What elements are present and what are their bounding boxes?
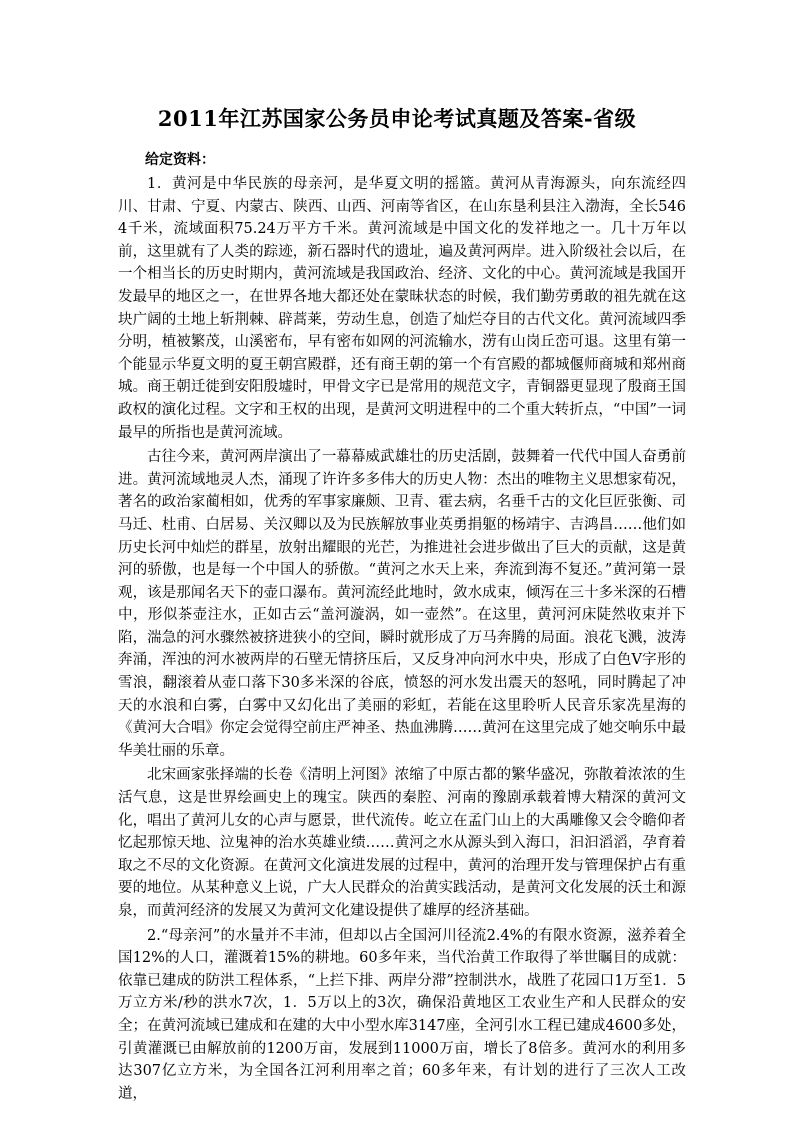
document-title: 2011年江苏国家公务员申论考试真题及答案-省级 bbox=[157, 106, 637, 131]
document-body bbox=[118, 173, 686, 1107]
paragraph-2: 古往今来，黄河两岸演出了一幕幕威武雄壮的历史活剧，鼓舞着一代代中国人奋勇前进。黄河流域地灵人杰，涌现了许许多多伟大的历史人物：杰出的唯物主义思想家荀况，著名的政治家蔺相如，优秀的军事家廉颇、卫青、霍去病，名垂千古的文化巨匠张衡、司马迁、杜甫、白居易、关汉卿以及为民族解放事业英勇捐躯的杨靖宇、吉鸿昌……他们如历史长河中灿烂的群星，放射出耀眼的光芒，为推进社会进步做出了巨大的贡献，这是黄河的骄傲，也是每一个中国人的骄傲。“黄河之水天上来，奔流到海不复还。”黄河第一景观，该是那闻名天下的壶口瀑布。黄河流经此地时，敛水成束，倾泻在三十多米深的石槽中，形似茶壶注水，正如古云“盖河漩涡，如一壶然”。在这里，黄河河床陡然收束并下陷，湍急的河水骤然被挤进狭小的空间，瞬时就形成了万马奔腾的局面。浪花飞溅，波涛奔涌，浑浊的河水被两岸的石壁无情挤压后，又反身冲向河水中央，形成了白色V字形的雪浪，翻滚着从壶口落下30多米深的谷底，愤怒的河水发出震天的怒吼，同时腾起了冲天的水浪和白雾，白雾中又幻化出了美丽的彩虹，若能在这里聆听人民音乐家冼星海的《黄河大合唱》你定会觉得空前庄严神圣、热血沸腾……黄河在这里完成了她交响乐中最华美壮丽的乐章。 bbox=[118, 449, 686, 759]
paragraph-3: 北宋画家张择端的长卷《清明上河图》浓缩了中原古都的繁华盛况，弥散着浓浓的生活气息，这是世界绘画史上的瑰宝。陕西的秦腔、河南的豫剧承载着博大精深的黄河文化，唱出了黄河儿女的心声与愿景，世代流传。屹立在孟门山上的大禹雕像又会令瞻仰者忆起那惊天地、泣鬼神的治水英雄业绩……黄河之水从源头到入海口，汩汩滔滔，孕育着取之不尽的文化资源。在黄河文化演进发展的过程中，黄河的治理开发与管理保护占有重要的地位。从某种意义上说，广大人民群众的治黄实践活动，是黄河文化发展的沃土和源泉，而黄河经济的发展又为黄河文化建设提供了雄厚的经济基础。 bbox=[118, 767, 686, 919]
paragraph-4: 2.“母亲河”的水量并不丰沛，但却以占全国河川径流2.4%的有限水资源，滋养着全国12%的人口，灌溉着15%的耕地。60多年来，当代治黄工作取得了举世瞩目的成就：依靠已建成的防洪工程体系，“上拦下排、两岸分滞”控制洪水，战胜了花园口1万至1．5万立方米/秒的洪水7次，1．5万以上的3次，确保沿黄地区工农业生产和人民群众的安全；在黄河流域已建成和在建的大中小型水库3147座，全河引水工程已建成4600多处，引黄灌溉已由解放前的1200万亩，发展到11000万亩，增长了8倍多。黄河水的利用多达307亿立方米，为全国各江河利用率之首；60多年来，有计划的进行了三次人工改道， bbox=[118, 927, 686, 1102]
paragraph-1: 1．黄河是中华民族的母亲河，是华夏文明的摇篮。黄河从青海源头，向东流经四川、甘肃、宁夏、内蒙古、陕西、山西、河南等省区，在山东垦利县注入渤海，全长5464千米，流域面积75.24万平方千米。黄河流域是中国文化的发祥地之一。几十万年以前，这里就有了人类的踪迹，新石器时代的遗址，遍及黄河两岸。进入阶级社会以后，在一个相当长的历史时期内，黄河流域是我国政治、经济、文化的中心。黄河流域是我国开发最早的地区之一，在世界各地大都还处在蒙昧状态的时候，我们勤劳勇敢的祖先就在这块广阔的土地上斩荆棘、辟蒿莱，劳动生息，创造了灿烂夺目的古代文化。黄河流域四季分明，植被繁茂，山溪密布，早有密布如网的河流输水，涝有山岗丘峦可退。这里有第一个能显示华夏文明的夏王朝宫殿群，还有商王朝的第一个有宫殿的都城偃师商城和郑州商城。商王朝迁徙到安阳殷墟时，甲骨文字已是常用的规范文字，青铜器更显现了殷商王国政权的演化过程。文字和王权的出现，是黄河文明进程中的二个重大转折点，“中国”一词最早的所指也是黄河流域。 bbox=[118, 176, 686, 441]
section-label: 给定资料： bbox=[145, 152, 215, 168]
